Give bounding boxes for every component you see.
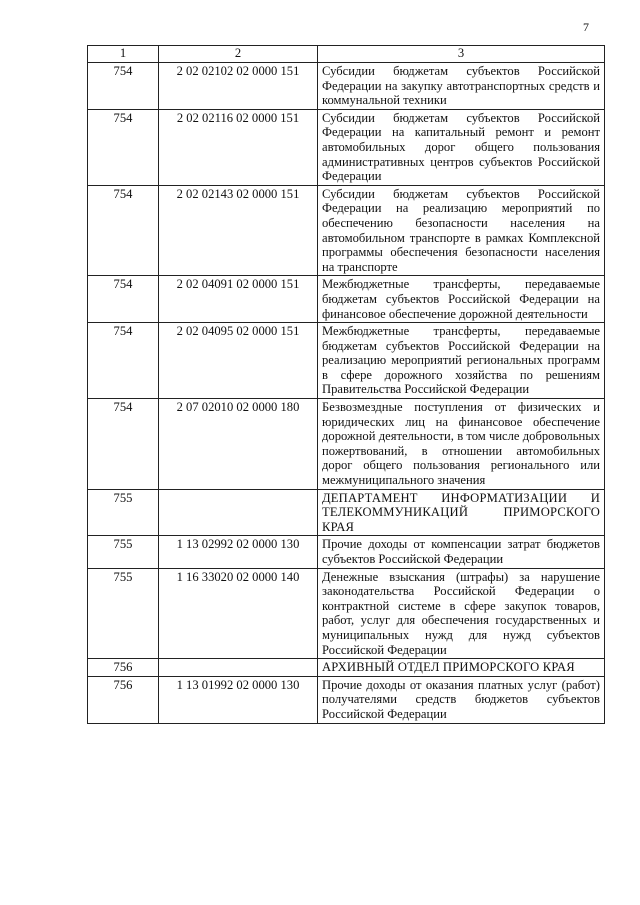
revenue-code-cell: 2 02 02143 02 0000 151 [159, 185, 318, 276]
table-row [88, 536, 605, 568]
column-header-2: 2 [159, 46, 318, 63]
description-cell: Субсидии бюджетам субъектов Российской Федерации на реализацию мероприятий по обеспечению безопасности населения на автомобильном транспорте в рамках Комплексной программы обеспечения безопасности населения на транспорте [318, 185, 605, 276]
description-cell: Субсидии бюджетам субъектов Российской Федерации на капитальный ремонт и ремонт автомобильных дорог общего пользования административных центров субъектов Российской Федерации [318, 109, 605, 185]
description-cell: Межбюджетные трансферты, передаваемые бюджетам субъектов Российской Федерации на финансовое обеспечение дорожной деятельности [318, 276, 605, 323]
description-cell: Межбюджетные трансферты, передаваемые бюджетам субъектов Российской Федерации на реализацию мероприятий региональных программ в сфере дорожного хозяйства по решениям Правительства Российской Федерации [318, 323, 605, 399]
admin-code-cell: 755 [88, 536, 159, 568]
description-cell: Прочие доходы от компенсации затрат бюджетов субъектов Российской Федерации [318, 536, 605, 568]
revenue-codes-table [87, 45, 605, 724]
revenue-code-cell: 1 16 33020 02 0000 140 [159, 568, 318, 659]
admin-code-cell: 754 [88, 63, 159, 110]
revenue-code-cell [159, 659, 318, 677]
column-header-3: 3 [318, 46, 605, 63]
table-row [88, 185, 605, 276]
department-heading-cell: АРХИВНЫЙ ОТДЕЛ ПРИМОРСКОГО КРАЯ [318, 659, 605, 677]
admin-code-cell: 754 [88, 109, 159, 185]
description-cell: Безвозмездные поступления от физических и юридических лиц на финансовое обеспечение дорожной деятельности, в том числе добровольных пожертвований, в отношении автомобильных дорог общего пользования регионального или межмуниципального значения [318, 399, 605, 490]
table-row [88, 399, 605, 490]
admin-code-cell: 755 [88, 568, 159, 659]
description-cell: Денежные взыскания (штрафы) за нарушение законодательства Российской Федерации о контрактной системе в сфере закупок товаров, работ, услуг для обеспечения государственных и муниципальных нужд для нужд субъектов Российской Федерации [318, 568, 605, 659]
description-cell: Прочие доходы от оказания платных услуг (работ) получателями средств бюджетов субъектов Российской Федерации [318, 676, 605, 723]
revenue-code-cell: 1 13 01992 02 0000 130 [159, 676, 318, 723]
admin-code-cell: 754 [88, 276, 159, 323]
table-row [88, 489, 605, 536]
revenue-code-cell: 2 02 04095 02 0000 151 [159, 323, 318, 399]
table-row [88, 323, 605, 399]
description-cell: Субсидии бюджетам субъектов Российской Федерации на закупку автотранспортных средств и коммунальной техники [318, 63, 605, 110]
table-header-row [88, 46, 605, 63]
admin-code-cell: 756 [88, 676, 159, 723]
table-row [88, 659, 605, 677]
revenue-code-cell: 2 02 04091 02 0000 151 [159, 276, 318, 323]
admin-code-cell: 754 [88, 399, 159, 490]
revenue-code-cell [159, 489, 318, 536]
table-row [88, 676, 605, 723]
table-row [88, 109, 605, 185]
admin-code-cell: 754 [88, 323, 159, 399]
revenue-code-cell: 2 02 02116 02 0000 151 [159, 109, 318, 185]
admin-code-cell: 754 [88, 185, 159, 276]
department-heading-cell: ДЕПАРТАМЕНТ ИНФОРМАТИЗАЦИИ И ТЕЛЕКОММУНИКАЦИЙ ПРИМОРСКОГО КРАЯ [318, 489, 605, 536]
revenue-code-cell: 2 02 02102 02 0000 151 [159, 63, 318, 110]
revenue-code-cell: 1 13 02992 02 0000 130 [159, 536, 318, 568]
page-number: 7 [583, 20, 589, 34]
table-row [88, 568, 605, 659]
admin-code-cell: 756 [88, 659, 159, 677]
revenue-code-cell: 2 07 02010 02 0000 180 [159, 399, 318, 490]
admin-code-cell: 755 [88, 489, 159, 536]
column-header-1: 1 [88, 46, 159, 63]
table-row [88, 276, 605, 323]
table-row [88, 63, 605, 110]
